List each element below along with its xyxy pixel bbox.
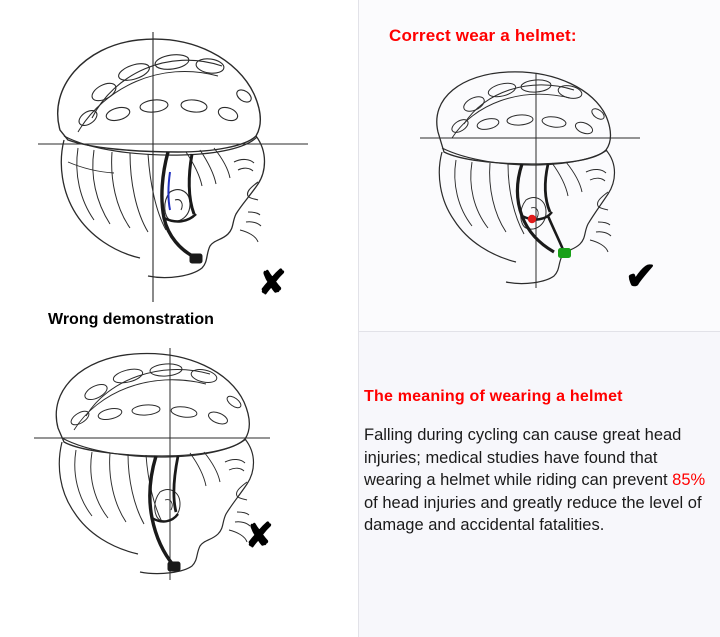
- correct-panel-title: Correct wear a helmet:: [389, 26, 577, 45]
- illustration-correct-helmet: [408, 66, 658, 296]
- meaning-text-after: of head injuries and greatly reduce the level of damage and accidental fatalities.: [364, 493, 702, 534]
- meaning-text-before: Falling during cycling can cause great head injuries; medical studies have found that wearing a helmet while riding can prevent: [364, 426, 682, 489]
- meaning-panel-body: [364, 424, 708, 537]
- cross-mark-icon: ✘: [258, 264, 287, 302]
- meaning-panel-title: The meaning of wearing a helmet: [364, 388, 623, 405]
- meaning-percent-highlight: 85%: [672, 471, 706, 489]
- horizontal-divider: [359, 331, 720, 332]
- illustration-wrong-loose-strap: [20, 340, 320, 590]
- illustration-wrong-helmet-back: [18, 22, 338, 312]
- check-mark-icon: ✔: [625, 256, 657, 298]
- vertical-divider: [358, 0, 359, 637]
- wrong-demonstration-label: Wrong demonstration: [48, 311, 214, 328]
- cross-mark-icon: ✘: [245, 517, 274, 555]
